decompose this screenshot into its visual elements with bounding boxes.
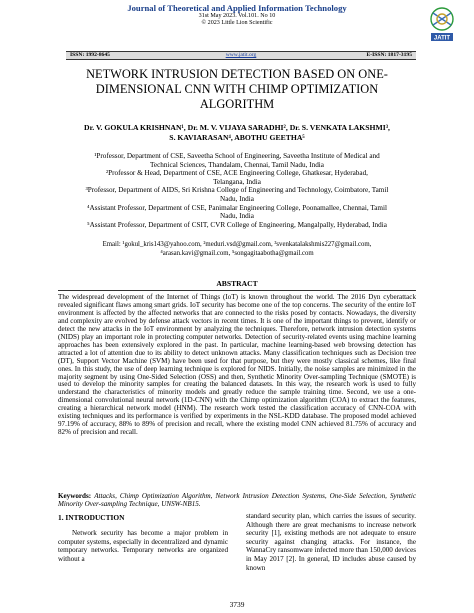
issn: ISSN: 1992-8645	[70, 52, 110, 58]
section-heading: 1. INTRODUCTION	[58, 513, 125, 522]
keywords-label: Keywords:	[58, 492, 92, 500]
affiliation-line: Nadu, India	[220, 212, 254, 221]
affiliation-line: ²Professor & Head, Department of CSE, ACE Engineering College, Ghatkesar, Hyderabad,	[106, 169, 368, 178]
divider-rule	[58, 290, 416, 291]
affiliation-line: ⁵Assistant Professor, Department of CSIT, CVR College of Engineering, Mangalpally, Hyderabad, India	[87, 220, 387, 229]
email-block	[58, 241, 416, 258]
eissn: E-ISSN: 1817-3195	[366, 52, 412, 58]
affiliation-line: ¹Professor, Department of CSE, Saveetha School of Engineering, Saveetha Institute of Medical and	[94, 152, 380, 160]
author-list	[58, 123, 416, 142]
jatit-logo	[425, 4, 459, 44]
intro-paragraph: Network security has become a major problem in computer systems, especially in decentralized and dynamic temporary networks. Temporary networks are organized without a	[58, 529, 228, 563]
affiliation-line: Telangana, India	[213, 177, 261, 186]
author-line: Dr. V. GOKULA KRISHNAN¹, Dr. M. V. VIJAYA SARADHI², Dr. S. VENKATA LAKSHMI³,	[84, 123, 390, 132]
abstract-heading: ABSTRACT	[216, 279, 258, 288]
keywords-text: Attacks, Chimp Optimization Algorithm, Network Intrusion Detection Systems, One-Side Selection, Synthetic Minority Over-sampling Technique, UNSW-NB15.	[58, 492, 416, 509]
journal-title: Journal of Theoretical and Applied Information Technology	[127, 3, 347, 13]
title-line: NETWORK INTRUSION DETECTION BASED ON ONE-	[86, 67, 388, 81]
journal-header	[58, 3, 416, 27]
title-line: DIMENSIONAL CNN WITH CHIMP OPTIMIZATION	[95, 81, 379, 96]
issn-bar	[66, 51, 416, 60]
affiliation-line: ³Professor, Department of AIDS, Sri Krishna College of Engineering and Technology, Coimbatore, Tamil	[85, 186, 389, 195]
page-number: 3739	[229, 600, 245, 609]
affiliation-line: ⁴Assistant Professor, Department of CSE, Panimalar Engineering College, Poonamallee, Chennai, Tamil	[86, 203, 387, 212]
author-line: S. KAVIARASAN⁴, ABOTHU GEETHA⁵	[169, 132, 305, 142]
title-line: ALGORITHM	[199, 96, 275, 111]
logo-text: JATIT	[433, 35, 451, 42]
abstract-text: The widespread development of the Internet of Things (IoT) is known throughout the world. The 2016 Dyn cyberattack revealed significant flaws among smart grids. IoT security has become one of the top concerns. The security of the entire IoT environment is affected by the affected networks that are connected to the risks posed by contacts. Nowadays, the diversity and complexity are evolved by defense attack vectors in recent times. It is one of the important things to prevent, identify or detect the new attacks in the IoT environment by analyzing the techniques. Therefore, network intrusion detection systems (NIDS) play an important role in protecting computer networks. Detection of security-related events using machine learning approaches has been extensively explored in the past. In particular, machine learning-based web browsing detection has attracted a lot of attention due to its ability to detect unknown attacks. Many classification techniques such as Decision tree (DT), Support Vector Machine (SVM) have been used for that purpose, but they were mostly classical schemes, like final ones. In this study, the use of deep learning technique is explored for NIDS. Initially, the noise samples are minimized in the majority segment by using One-Sided Selection (OSS) and then, Synthetic Minority Over-sampling Technique (SMOTE) is used to develop the minority samples for creating the balanced datasets. In this way, the research work is used to fully understand the characteristics of minority models and greatly reduce the sample training time. Second, we use a one-dimensional convolutional neural network (1D-CNN) with the Chimp optimization algorithm (COA) to extract the features, creating a hierarchical network model (HNM). The research work tested the classification accuracy of CNN-COA with existing techniques and its performance is verified by experiments in the NSL-KDD database. The proposed model achieved 97.19% of accuracy, 88% to 89% of precision and recall, where the existing model CNN achieved 81.75% of accuracy and 82% of precision and recall.	[58, 293, 416, 437]
paper-title	[58, 67, 416, 111]
affiliation-line: Technical Sciences, Thandalam, Chennai, Tamil Nadu, India	[150, 160, 324, 169]
intro-paragraph-continued: standard security plan, which carries the issues of security. Although there are great mechanisms to increase network security [1], existing methods are not adequate to ensure security against changing attacks. For instance, the WannaCry ransomware infected more than 150,000 devices in May 2017 [2]. In general, ID includes abuse caused by known	[246, 512, 416, 572]
keywords	[58, 492, 416, 508]
issue-date: 31st May 2023. Vol.101. No 10	[198, 13, 276, 19]
email-line: ⁴arasan.kavi@gmail.com, ⁵songagitaabotha@gmail.com	[160, 249, 314, 257]
affiliations	[58, 152, 416, 229]
affiliation-line: Nadu, India	[220, 194, 254, 203]
website-link[interactable]: www.jatit.org	[225, 52, 257, 58]
left-column	[58, 513, 228, 563]
right-column	[246, 512, 416, 572]
copyright-line: © 2023 Little Lion Scientific	[201, 20, 273, 26]
email-line: Email: ¹gokul_kris143@yahoo.com, ²meduri.vsd@gmail.com, ³svenkatalakshmis227@gmail.com,	[102, 241, 372, 248]
